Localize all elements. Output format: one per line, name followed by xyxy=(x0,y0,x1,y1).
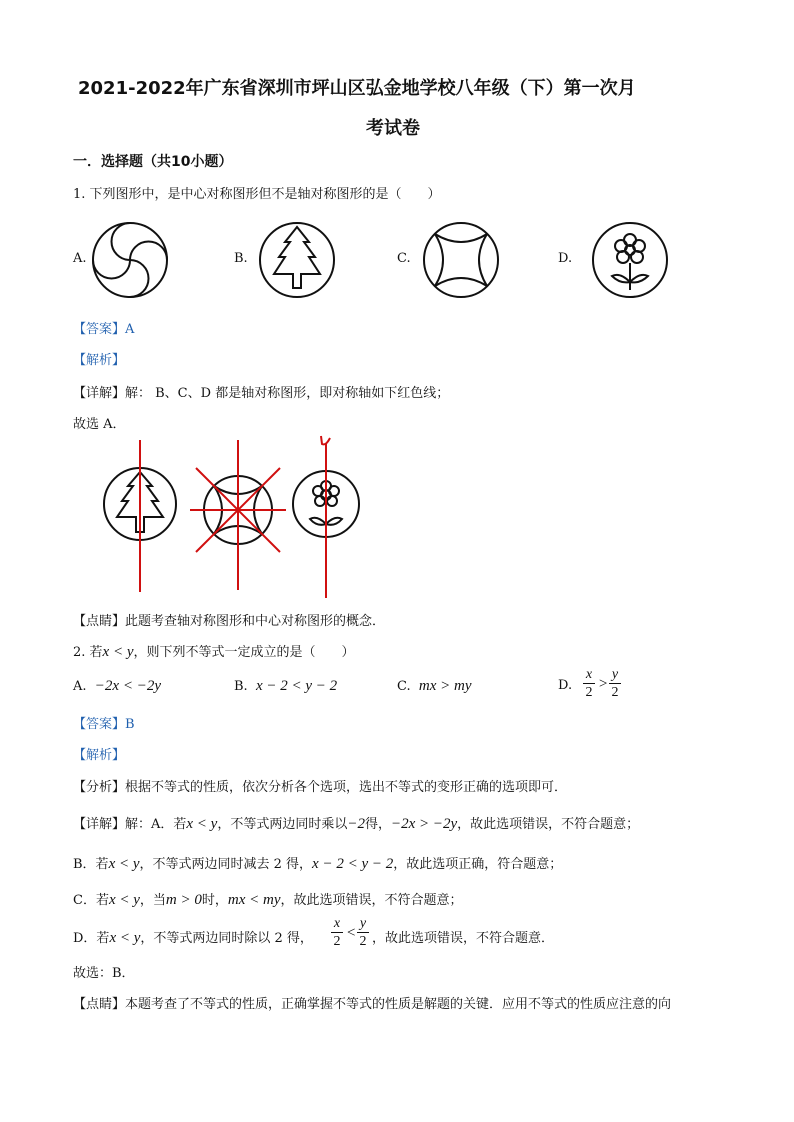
q2-detail-a-text3: 得， xyxy=(364,817,391,832)
q2-stem-prefix: 2. 若 xyxy=(73,645,103,660)
q2-detail-d-num-x: x xyxy=(333,916,341,931)
q1-figure-c-curved-square xyxy=(421,220,501,300)
q1-detail: 【详解】解： B、C、D 都是轴对称图形，即对称轴如下红色线； xyxy=(73,386,450,401)
q2-detail-a-text4: ，故此选项错误，不符合题意； xyxy=(457,817,640,832)
q1-option-c-label: C. xyxy=(397,251,411,266)
q2-stem-suffix: ，则下列不等式一定成立的是（ ） xyxy=(133,645,355,660)
q2-detail-d-cond: x < y xyxy=(109,930,141,946)
q2-detail-c-text2: ，当 xyxy=(139,893,166,908)
q2-detail-c-text1: C．若 xyxy=(73,893,109,908)
q1-figure-b-tree xyxy=(257,220,337,300)
q2-option-c xyxy=(397,678,472,695)
q2-option-b-label: B. xyxy=(234,679,248,694)
q2-analysis: 【分析】根据不等式的性质，依次分析各个选项，选出不等式的变形正确的选项即可． xyxy=(73,780,568,795)
q2-option-d-den-left: 2 xyxy=(585,685,593,700)
q2-detail-d-den-right: 2 xyxy=(359,934,367,949)
q1-analysis-tag: 【解析】 xyxy=(73,353,126,368)
q2-detail-a-text1: 【详解】解：A．若 xyxy=(73,817,187,832)
q1-conclusion: 故选 A． xyxy=(73,417,126,432)
q2-detail-a xyxy=(73,813,639,833)
q2-detail-d-den-left: 2 xyxy=(333,934,341,949)
q1-axis-figure-tree xyxy=(100,440,180,600)
q2-detail-c-text3: 时， xyxy=(201,893,228,908)
q2-option-a-expr: −2x < −2y xyxy=(94,678,161,694)
q2-option-a-label: A. xyxy=(73,679,87,694)
q2-option-d-frac-left xyxy=(583,667,595,700)
q2-detail-c-mcond: m > 0 xyxy=(165,892,202,908)
page-title: 2021-2022年广东省深圳市坪山区弘金地学校八年级（下）第一次月 xyxy=(78,78,636,99)
q2-stem xyxy=(73,641,355,661)
q2-detail-a-text2: ，不等式两边同时乘以 xyxy=(217,817,348,832)
q2-detail-b-text2: ，不等式两边同时减去 2 得， xyxy=(139,857,313,872)
q2-option-d-label: D. xyxy=(558,678,573,693)
page-title-line2: 考试卷 xyxy=(366,118,420,139)
q2-detail-b xyxy=(73,853,562,873)
q2-detail-d-frac-right xyxy=(357,916,369,949)
q2-detail-c-text4: ，故此选项错误，不符合题意； xyxy=(280,893,463,908)
q2-option-d-num-y: y xyxy=(611,667,619,682)
q2-detail-b-cond: x < y xyxy=(108,856,140,872)
q2-detail-a-cond: x < y xyxy=(186,816,218,832)
q2-detail-b-text1: B．若 xyxy=(73,857,109,872)
q2-detail-d-num-y: y xyxy=(359,916,367,931)
q1-option-a-label: A. xyxy=(73,251,87,266)
q1-option-d-label: D. xyxy=(558,251,573,266)
section-heading: 一．选择题（共10小题） xyxy=(73,154,233,170)
q2-detail-c xyxy=(73,889,463,909)
q2-conclusion: 故选：B． xyxy=(73,966,135,981)
q2-detail-d-part2: ，故此选项错误，不符合题意． xyxy=(372,931,555,946)
q2-option-b xyxy=(234,678,337,695)
q1-option-b-label: B. xyxy=(234,251,248,266)
q2-option-d-gt: > xyxy=(598,676,609,692)
q2-answer: 【答案】B xyxy=(73,717,135,732)
q1-stem: 1. 下列图形中，是中心对称图形但不是轴对称图形的是（ ） xyxy=(73,187,441,202)
q1-figure-a-pinwheel xyxy=(90,220,170,300)
q2-option-a xyxy=(73,678,161,695)
q2-comment: 【点睛】本题考查了不等式的性质，正确掌握不等式的性质是解题的关键．应用不等式的性质应注意的向 xyxy=(73,997,672,1012)
q2-detail-a-neg2: −2 xyxy=(347,816,365,832)
q2-detail-d-text1: D．若 xyxy=(73,931,110,946)
q2-detail-d-lt: < xyxy=(346,925,357,941)
q2-analysis-tag: 【解析】 xyxy=(73,748,126,763)
q1-axis-figure-flower xyxy=(288,432,368,602)
q2-detail-b-text3: ，故此选项正确，符合题意； xyxy=(393,857,563,872)
q2-option-b-expr: x − 2 < y − 2 xyxy=(255,678,338,694)
q2-detail-a-ineq: −2x > −2y xyxy=(390,816,458,832)
q2-detail-d-text2: ，不等式两边同时除以 2 得， xyxy=(140,931,313,946)
q2-detail-c-ineq: mx < my xyxy=(227,892,281,908)
q2-stem-condition: x < y xyxy=(102,644,134,660)
q2-option-d-num-x: x xyxy=(585,667,593,682)
q1-axis-figure-curved-square xyxy=(188,440,288,600)
q2-detail-d-part1 xyxy=(73,927,313,947)
q2-option-c-expr: mx > my xyxy=(418,678,472,694)
q1-comment: 【点睛】此题考查轴对称图形和中心对称图形的概念． xyxy=(73,614,386,629)
q1-answer: 【答案】A xyxy=(73,322,135,337)
q2-detail-b-ineq: x − 2 < y − 2 xyxy=(312,856,394,872)
q2-option-c-label: C. xyxy=(397,679,411,694)
q2-detail-d-frac-left xyxy=(331,916,343,949)
q2-option-d-den-right: 2 xyxy=(611,685,619,700)
q2-detail-c-cond: x < y xyxy=(108,892,140,908)
q2-option-d-frac-right xyxy=(609,667,621,700)
q1-figure-d-flower xyxy=(590,220,670,300)
